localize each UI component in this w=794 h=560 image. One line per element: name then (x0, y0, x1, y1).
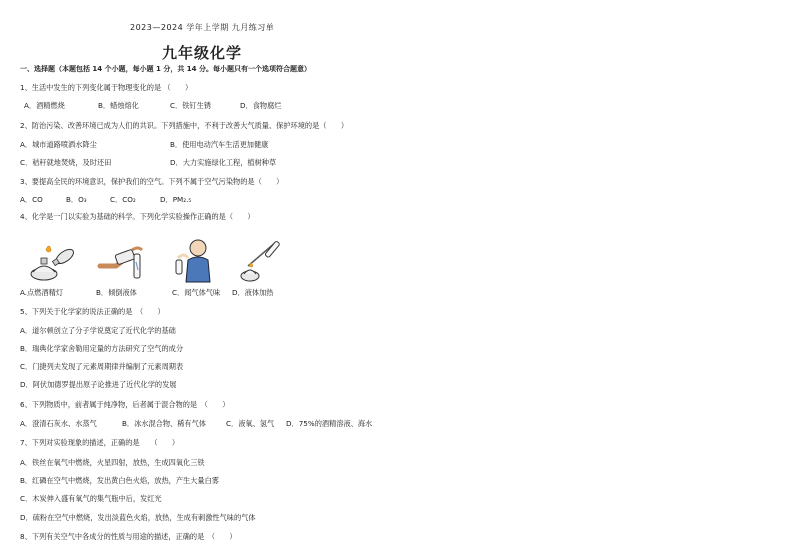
question-2-stem: 2、防治污染、改善环境已成为人们的共识。下列措施中，不利于改善大气质量、保护环境的是（ ） (20, 121, 349, 130)
heating-liquid-illustration (234, 236, 298, 284)
q7-option-c: C．木炭伸入盛有氧气的集气瓶中后，发红光 (20, 494, 162, 503)
q1-option-d: D．食物腐烂 (240, 101, 282, 110)
q4-option-a: A.点燃酒精灯 (20, 288, 64, 297)
q7-option-d: D．硫粉在空气中燃烧，发出淡蓝色火焰，放热，生成有刺激性气味的气体 (20, 513, 256, 522)
q4-option-b: B．倾倒液体 (96, 288, 137, 297)
q6-option-c: C．液氧、氢气 (226, 419, 275, 428)
question-7-stem: 7、下列对实验现象的描述，正确的是 （ ） (20, 438, 180, 447)
smelling-gas-illustration (164, 236, 228, 284)
q1-option-a: A．酒精燃烧 (24, 101, 65, 110)
q3-option-c: C．CO₂ (110, 195, 136, 204)
q3-option-a: A．CO (20, 195, 43, 204)
question-8-stem: 8、下列有关空气中各成分的性质与用途的描述，正确的是 （ ） (20, 532, 237, 541)
question-3-stem: 3、要提高全民的环境意识，保护我们的空气。下列不属于空气污染物的是（ ） (20, 177, 284, 186)
q5-option-d: D．阿伏加德罗提出原子论推进了近代化学的发展 (20, 380, 177, 389)
q3-option-d: D．PM₂.₅ (160, 195, 192, 204)
pouring-liquid-illustration (94, 236, 158, 284)
q5-option-c: C．门捷列夫发现了元素周期律并编制了元素周期表 (20, 362, 184, 371)
q7-option-b: B．红磷在空气中燃烧，发出黄白色火焰，放热，产生大量白雾 (20, 476, 219, 485)
q5-option-b: B．瑞典化学家舍勒用定量的方法研究了空气的成分 (20, 344, 184, 353)
q2-option-d: D．大力实施绿化工程，植树种草 (170, 158, 277, 167)
alcohol-lamp-lighting-illustration (24, 236, 88, 284)
q2-option-b: B．使用电动汽车生活更加健康 (170, 140, 269, 149)
q2-option-c: C．秸秆就地焚烧，及时还田 (20, 158, 112, 167)
question-1-stem: 1、生活中发生的下列变化属于物理变化的是 （ ） (20, 83, 193, 92)
q1-option-c: C．铁钉生锈 (170, 101, 211, 110)
question-5-stem: 5、下列关于化学家的说法正确的是 （ ） (20, 307, 165, 316)
q4-option-c: C．闻气体气味 (172, 288, 221, 297)
page-title: 九年级化学 (162, 44, 243, 62)
q2-option-a: A．城市道路喷洒水降尘 (20, 140, 97, 149)
question-6-stem: 6、下列物质中，前者属于纯净物，后者属于混合物的是 （ ） (20, 400, 230, 409)
q1-option-b: B．蜡烛熔化 (98, 101, 139, 110)
q7-option-a: A．铁丝在氧气中燃烧，火星四射，放热，生成四氧化三铁 (20, 458, 205, 467)
q4-option-d: D．液体加热 (232, 288, 274, 297)
section-heading: 一、选择题（本题包括 14 个小题，每小题 1 分，共 14 分。每小题只有一个选项符合题意） (20, 65, 311, 73)
question-4-stem: 4、化学是一门以实验为基础的科学。下列化学实验操作正确的是（ ） (20, 212, 255, 221)
q5-option-a: A．道尔顿创立了分子学说奠定了近代化学的基础 (20, 326, 176, 335)
q6-option-d: D．75%的酒精溶液、海水 (286, 419, 373, 428)
document-header: 2023—2024 学年上学期 九月练习单 (130, 23, 275, 32)
q6-option-b: B．冰水混合物、稀有气体 (122, 419, 206, 428)
q6-option-a: A．澄清石灰水、水蒸气 (20, 419, 97, 428)
q3-option-b: B．O₃ (66, 195, 87, 204)
